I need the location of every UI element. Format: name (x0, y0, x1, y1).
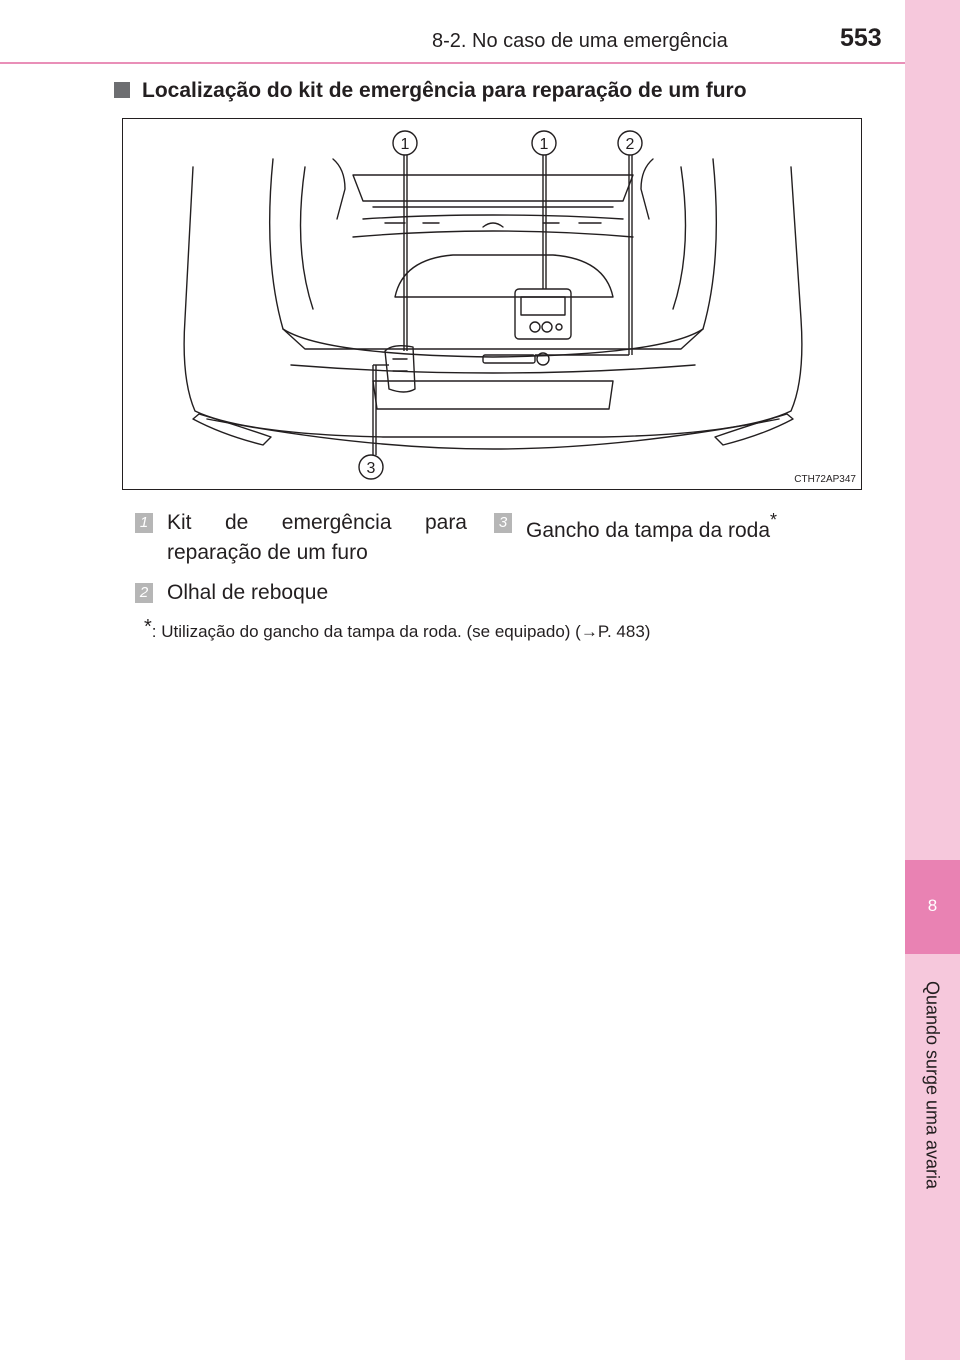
callout-label-1b: 1 (539, 136, 549, 153)
legend-text-3: Gancho da tampa da roda (526, 519, 771, 542)
legend-text-1-line1: Kit de emergência para (167, 511, 467, 534)
legend-text-1-line2: reparação de um furo (167, 541, 368, 564)
figure-code: CTH72AP347 (794, 474, 856, 485)
heading-text: Localização do kit de emergência para reparação de um furo (142, 79, 747, 102)
chapter-title: Quando surge uma avaria (922, 980, 943, 1190)
legend-text-2: Olhal de reboque (167, 581, 329, 604)
chapter-number: 8 (927, 896, 938, 915)
footnote-text: : Utilização do gancho da tampa da roda. (se equipado) (→P. 483) (151, 622, 651, 641)
square-bullet-icon (114, 82, 130, 98)
footnote-mark: * (770, 510, 778, 530)
trunk-illustration (122, 118, 862, 490)
page-header (0, 0, 905, 64)
chapter-number-box[interactable] (905, 860, 960, 954)
section-title: 8-2. No caso de uma emergência (432, 30, 728, 52)
callout-label-2: 2 (625, 136, 635, 153)
section-heading (114, 79, 747, 103)
callout-badge-3: 3 (494, 513, 512, 533)
callout-label-3: 3 (366, 460, 376, 477)
header-rule (0, 62, 905, 64)
callout-label-1a: 1 (400, 136, 410, 153)
callout-badge-1: 1 (135, 513, 153, 533)
callout-badge-2: 2 (135, 583, 153, 603)
page-number: 553 (840, 24, 882, 52)
footnote (144, 616, 651, 643)
car-trunk-drawing (123, 119, 862, 490)
footnote-star: * (144, 616, 152, 638)
